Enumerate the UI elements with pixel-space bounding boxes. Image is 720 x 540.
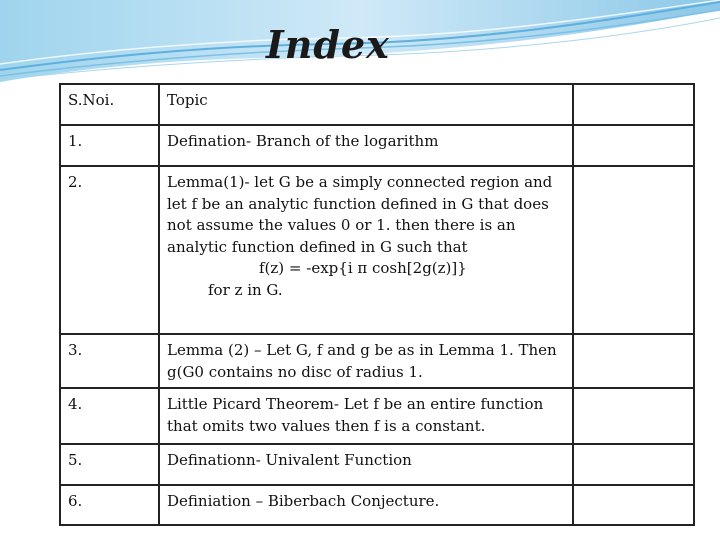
table-row xyxy=(60,485,694,525)
row-sno: 6. xyxy=(60,485,159,525)
header-sno: S.Noi. xyxy=(60,84,159,125)
header-topic: Topic xyxy=(159,84,573,125)
table-row xyxy=(60,125,694,166)
table-row xyxy=(60,334,694,388)
row-sno: 2. xyxy=(60,166,159,334)
table-header-row xyxy=(60,84,694,125)
row-extra xyxy=(573,444,694,485)
row-extra xyxy=(573,485,694,525)
row-extra xyxy=(573,334,694,388)
row-sno: 4. xyxy=(60,388,159,444)
row-extra xyxy=(573,125,694,166)
row-topic: Lemma(1)- let G be a simply connected region and let f be an analytic function defined in G that does not assume the values 0 or 1. then there is an analytic function defined in G such that xyxy=(167,173,553,256)
row-sno: 3. xyxy=(60,334,159,388)
row-formula-note: for z in G. xyxy=(208,280,283,299)
table-row xyxy=(60,166,694,334)
table-row xyxy=(60,388,694,444)
table-row xyxy=(60,444,694,485)
row-topic: Lemma (2) – Let G, f and g be as in Lemma 1. Then g(G0 contains no disc of radius 1. xyxy=(159,334,573,388)
row-topic-cell xyxy=(159,166,573,334)
row-extra xyxy=(573,388,694,444)
row-extra xyxy=(573,166,694,334)
row-topic: Definiation – Biberbach Conjecture. xyxy=(159,485,573,525)
row-topic: Defination- Branch of the logarithm xyxy=(159,125,573,166)
index-table xyxy=(59,83,695,526)
row-topic: Little Picard Theorem- Let f be an entire function that omits two values then f is a constant. xyxy=(159,388,573,444)
row-formula: f(z) = -exp{i π cosh[2g(z)]} xyxy=(259,259,467,277)
header-extra xyxy=(573,84,694,125)
page-title: Index xyxy=(266,22,390,67)
row-sno: 1. xyxy=(60,125,159,166)
row-sno: 5. xyxy=(60,444,159,485)
row-topic: Definationn- Univalent Function xyxy=(159,444,573,485)
